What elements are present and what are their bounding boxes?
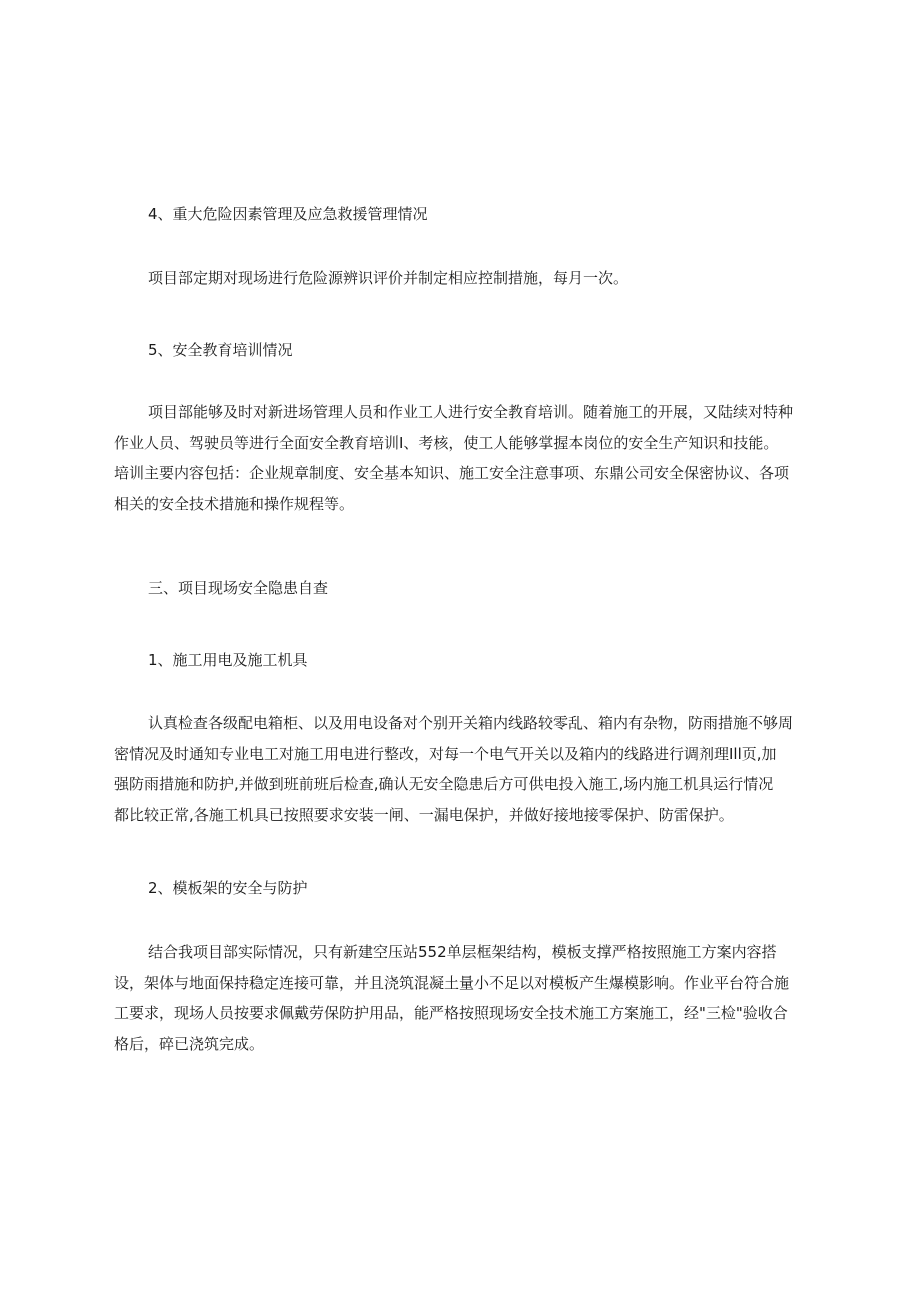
section-5-paragraph bbox=[114, 397, 814, 519]
paragraph-line: 格后，碎已浇筑完成。 bbox=[114, 1034, 265, 1053]
section-4-heading: 4、重大危险因素管理及应急救援管理情况 bbox=[148, 205, 428, 223]
item-2-paragraph bbox=[114, 937, 814, 1059]
part-3-heading: 三、项目现场安全隐患自查 bbox=[148, 579, 329, 597]
paragraph-line: 强防雨措施和防护,并做到班前班后检查,确认无安全隐患后方可供电投入施工,场内施工机具运行情况 bbox=[114, 775, 774, 793]
paragraph-line: 结合我项目部实际情况，只有新建空压站552单层框架结构，模板支撑严格按照施工方案内容搭 bbox=[148, 943, 777, 961]
paragraph-line: 密情况及时通知专业电工对施工用电进行整改，对每一个电气开关以及箱内的线路进行调剂理Ill页,加 bbox=[114, 744, 777, 763]
paragraph-line: 工要求，现场人员按要求佩戴劳保防护用品，能严格按照现场安全技术施工方案施工，经"三检"验收合 bbox=[114, 1004, 788, 1022]
paragraph-line: 培训主要内容包括：企业规章制度、安全基本知识、施工安全注意事项、东鼎公司安全保密协议、各项 bbox=[114, 464, 790, 482]
item-1-paragraph bbox=[114, 708, 814, 830]
paragraph-line: 项目部定期对现场进行危险源辨识评价并制定相应控制措施，每月一次。 bbox=[148, 269, 629, 287]
paragraph-line: 认真检查各级配电箱柜、以及用电设备对个别开关箱内线路较零乱、箱内有杂物，防雨措施不够周 bbox=[148, 714, 794, 732]
section-4-paragraph bbox=[114, 263, 814, 294]
item-2-heading: 2、模板架的安全与防护 bbox=[148, 879, 308, 897]
paragraph-line: 项目部能够及时对新进场管理人员和作业工人进行安全教育培训。随着施工的开展，又陆续对特种 bbox=[148, 403, 794, 421]
paragraph-line: 都比较正常,各施工机具已按照要求安装一闸、一漏电保护，并做好接地接零保护、防雷保护。 bbox=[114, 805, 734, 824]
section-5-heading: 5、安全教育培训情况 bbox=[148, 341, 293, 359]
paragraph-line: 设，架体与地面保持稳定连接可靠，并且浇筑混凝土量小不足以对模板产生爆模影响。作业平台符合施 bbox=[114, 973, 790, 992]
item-1-heading: 1、施工用电及施工机具 bbox=[148, 651, 308, 669]
paragraph-line: 相关的安全技术措施和操作规程等。 bbox=[114, 494, 355, 513]
paragraph-line: 作业人员、驾驶员等进行全面安全教育培训I、考核，使工人能够掌握本岗位的安全生产知识和技能。 bbox=[114, 433, 779, 452]
